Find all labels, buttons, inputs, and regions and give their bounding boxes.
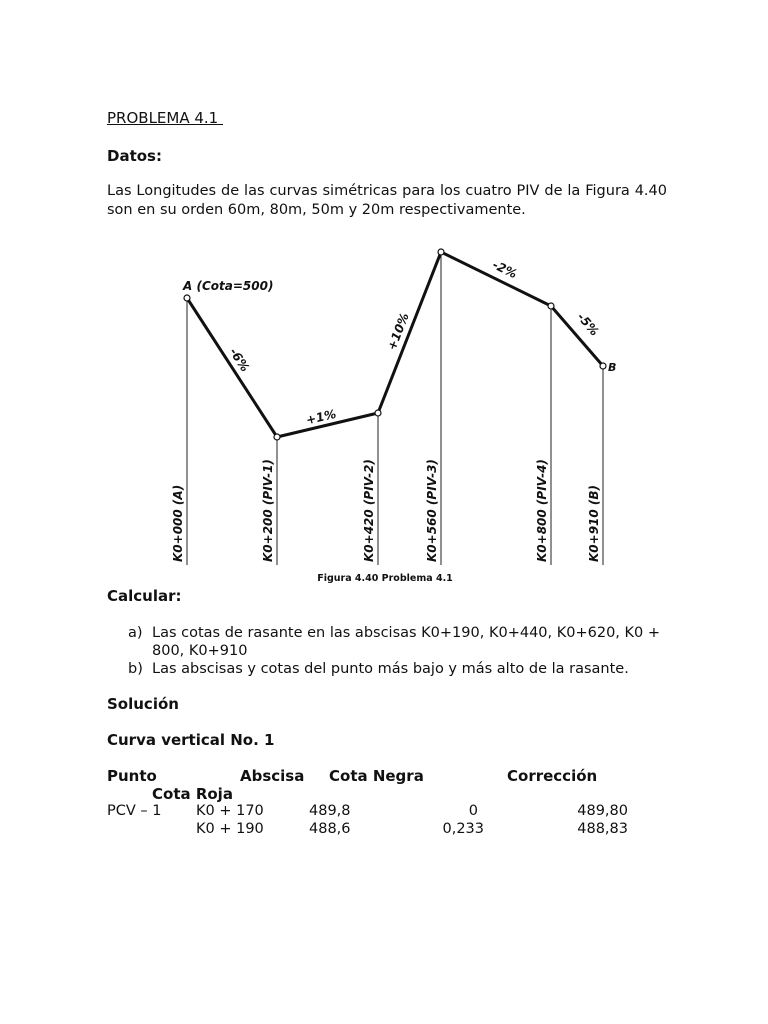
- vertex-b: [600, 363, 606, 369]
- table-cell-correccion: 0: [468, 803, 478, 819]
- figure-caption: Figura 4.40 Problema 4.1: [317, 573, 453, 584]
- table-cell-abscisa: K0 + 190: [196, 821, 264, 837]
- grade-label-4: -2%: [490, 257, 520, 282]
- point-b-label: B: [608, 361, 617, 374]
- page-title: PROBLEMA 4.1: [107, 109, 223, 127]
- station-label-piv2: K0+420 (PIV-2): [362, 459, 376, 562]
- table-header-cota-negra: Cota Negra: [329, 767, 424, 785]
- solucion-heading: Solución: [107, 695, 179, 713]
- list-item-label: a): [128, 625, 143, 641]
- station-label-b: K0+910 (B): [587, 484, 601, 562]
- table-cell-cota-roja: 488,83: [577, 821, 628, 837]
- grade-label-2: +1%: [304, 406, 338, 428]
- vertex-a: [184, 295, 190, 301]
- point-a-label: A (Cota=500): [183, 279, 274, 293]
- station-label-a: K0+000 (A): [171, 484, 185, 562]
- vertex-piv1: [274, 434, 280, 440]
- task-list: [128, 624, 668, 678]
- curve-heading: Curva vertical No. 1: [107, 731, 275, 749]
- list-item-label: b): [128, 661, 143, 677]
- station-label-piv1: K0+200 (PIV-1): [261, 459, 275, 562]
- grade-label-1: -6%: [226, 345, 253, 375]
- intro-paragraph: Las Longitudes de las curvas simétricas para los cuatro PIV de la Figura 4.40 son en su orden 60m, 80m, 50m y 20m respectivamente.: [107, 183, 667, 218]
- datos-heading: Datos:: [107, 147, 162, 165]
- vertex-piv3: [438, 249, 444, 255]
- station-label-piv4: K0+800 (PIV-4): [535, 459, 549, 562]
- calcular-heading: Calcular:: [107, 587, 182, 605]
- table-cell-punto: PCV – 1: [107, 803, 162, 819]
- list-item: [128, 624, 668, 660]
- table-cell-cota-negra: 489,8: [309, 803, 351, 819]
- grade-label-3: +10%: [384, 310, 412, 353]
- table-cell-cota-roja: 489,80: [577, 803, 628, 819]
- list-item-text: Las abscisas y cotas del punto más bajo y más alto de la rasante.: [152, 661, 629, 677]
- table-cell-abscisa: K0 + 170: [196, 803, 264, 819]
- list-item: [128, 660, 668, 678]
- table-cell-correccion: 0,233: [442, 821, 484, 837]
- vertex-piv4: [548, 303, 554, 309]
- list-item-text: Las cotas de rasante en las abscisas K0+190, K0+440, K0+620, K0 + 800, K0+910: [152, 625, 661, 659]
- table-header-abscisa: Abscisa: [240, 767, 305, 785]
- vertex-piv2: [375, 410, 381, 416]
- table-header-cota-roja: Cota Roja: [152, 785, 233, 803]
- grade-label-5: -5%: [574, 310, 602, 339]
- table-header-punto: Punto: [107, 767, 157, 785]
- table-cell-cota-negra: 488,6: [309, 821, 351, 837]
- station-label-piv3: K0+560 (PIV-3): [425, 459, 439, 562]
- table-header-correccion: Corrección: [507, 767, 598, 785]
